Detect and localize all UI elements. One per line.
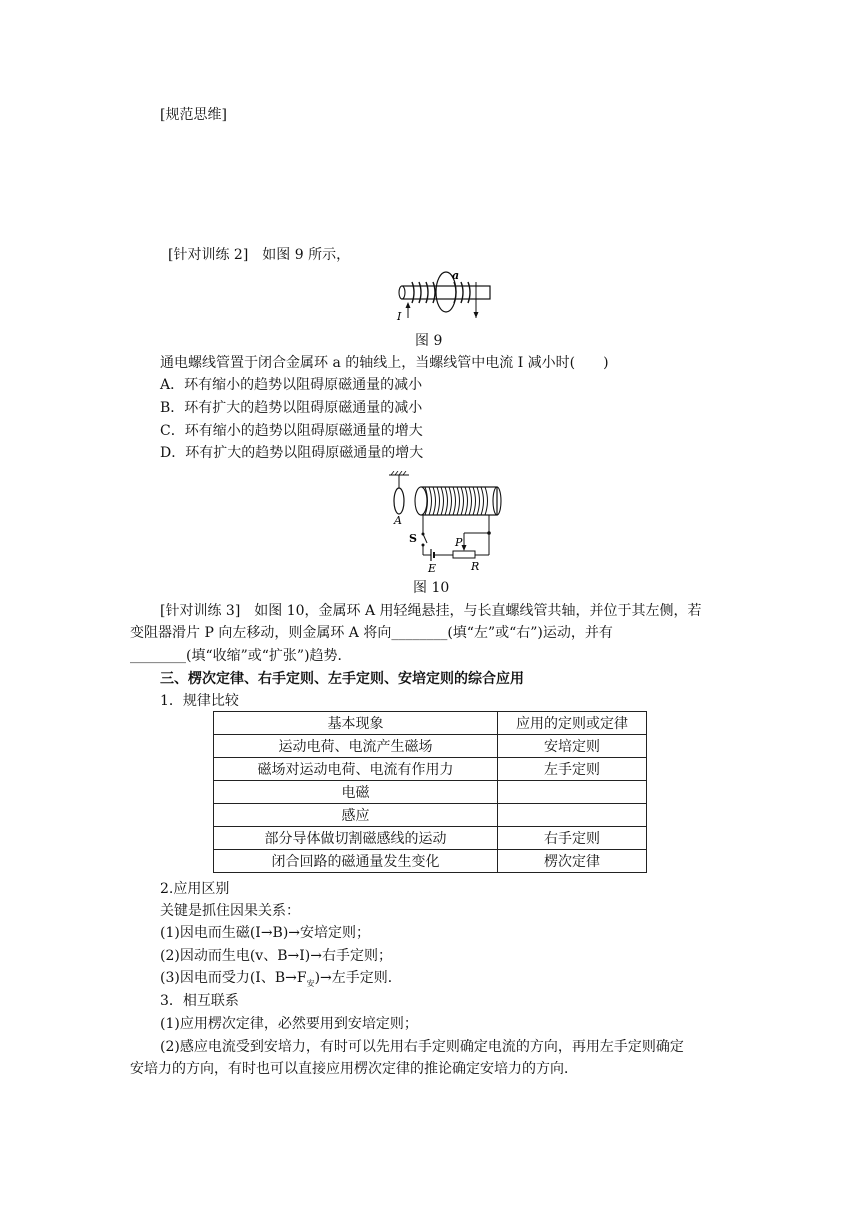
table-row — [214, 781, 647, 804]
table-cell — [498, 804, 647, 827]
figure-10-label-P: P — [455, 536, 463, 549]
table-cell: 运动电荷、电流产生磁场 — [214, 735, 498, 758]
rule-item-3-subscript: 安 — [306, 978, 315, 988]
training-2-intro: [针对训练 2] 如图 9 所示， — [168, 247, 351, 263]
subsection-3-title: 3．相互联系 — [160, 993, 239, 1009]
figure-10-circuit-diagram — [385, 471, 507, 575]
table-cell: 楞次定律 — [498, 850, 647, 873]
table-cell: 闭合回路的磁通量发生变化 — [214, 850, 498, 873]
table-header-cell: 基本现象 — [214, 712, 498, 735]
figure-9-label-I: I — [397, 310, 402, 323]
link-item-1: (1)应用楞次定律，必然要用到安培定则； — [160, 1016, 418, 1032]
training-3-line-1: [针对训练 3] 如图 10，金属环 A 用轻绳悬挂，与长直螺线管共轴，并位于其左侧，若 — [160, 603, 702, 619]
section-heading-norm-thinking: [规范思维] — [160, 107, 227, 123]
table-cell: 左手定则 — [498, 758, 647, 781]
table-row — [214, 827, 647, 850]
table-row — [214, 804, 647, 827]
rule-item-1: (1)因电而生磁(I→B)→安培定则； — [160, 925, 371, 941]
option-a: A．环有缩小的趋势以阻碍原磁通量的减小 — [160, 377, 423, 393]
section-3-title: 三、楞次定律、右手定则、左手定则、安培定则的综合应用 — [160, 671, 524, 687]
link-item-2-line-1: (2)感应电流受到安培力，有时可以先用右手定则确定电流的方向，再用左手定则确定 — [160, 1039, 684, 1055]
table-cell: 部分导体做切割磁感线的运动 — [214, 827, 498, 850]
table-row — [214, 758, 647, 781]
table-header-cell: 应用的定则或定律 — [498, 712, 647, 735]
link-item-2-line-2: 安培力的方向，有时也可以直接应用楞次定律的推论确定安培力的方向． — [130, 1061, 578, 1077]
rules-comparison-table — [213, 711, 647, 873]
figure-10-label-E: E — [428, 562, 437, 575]
training-3-line-2: 变阻器滑片 P 向左移动，则金属环 A 将向________(填“左”或“右”)运动，并有 — [130, 625, 613, 641]
table-cell: 磁场对运动电荷、电流有作用力 — [214, 758, 498, 781]
training-3-line-3: ________(填“收缩”或“扩张”)趋势． — [130, 648, 352, 664]
figure-9-caption: 图 9 — [415, 333, 443, 349]
key-causality-text: 关键是抓住因果关系： — [160, 903, 300, 919]
rule-item-3-end: )→左手定则． — [314, 970, 402, 986]
figure-10-label-R: R — [471, 560, 480, 573]
table-cell: 安培定则 — [498, 735, 647, 758]
rule-item-3-main: (3)因电而受力(I、B→F — [160, 970, 307, 986]
figure-10-label-S: S — [409, 532, 417, 545]
table-row — [214, 735, 647, 758]
table-cell — [498, 781, 647, 804]
rule-item-2: (2)因动而生电(v、B→I)→右手定则； — [160, 948, 392, 964]
table-header-row — [214, 712, 647, 735]
table-row — [214, 850, 647, 873]
option-c: C．环有缩小的趋势以阻碍原磁通量的增大 — [160, 423, 423, 439]
subsection-2-title: 2.应用区别 — [160, 881, 230, 897]
table-cell: 感应 — [214, 804, 498, 827]
figure-9-solenoid-diagram — [390, 268, 502, 324]
option-b: B．环有扩大的趋势以阻碍原磁通量的减小 — [160, 400, 423, 416]
figure-9-label-a: a — [452, 269, 460, 282]
figure-10-caption: 图 10 — [413, 580, 450, 596]
table-cell: 电磁 — [214, 781, 498, 804]
figure-10-label-A: A — [394, 514, 402, 527]
subsection-1-title: 1．规律比较 — [160, 693, 239, 709]
option-d: D．环有扩大的趋势以阻碍原磁通量的增大 — [160, 445, 424, 461]
training-2-question: 通电螺线管置于闭合金属环 a 的轴线上，当螺线管中电流 I 减小时( ) — [160, 355, 609, 371]
table-cell: 右手定则 — [498, 827, 647, 850]
